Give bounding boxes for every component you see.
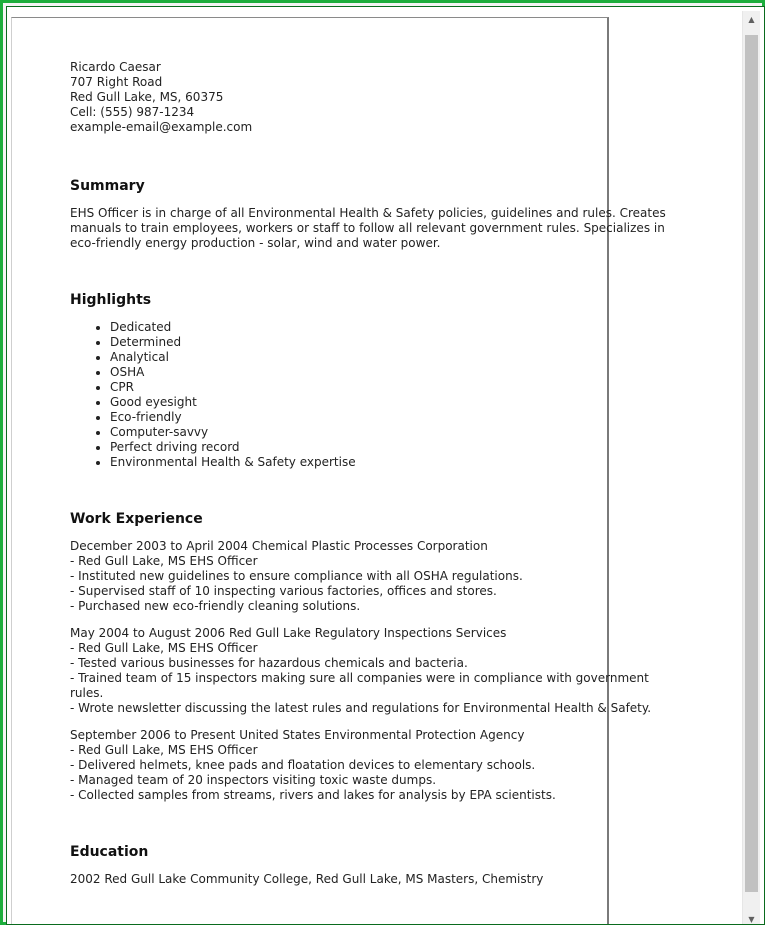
highlight-item: • Computer-savvy bbox=[110, 425, 610, 440]
job-entry bbox=[70, 539, 610, 614]
highlight-item: • Determined bbox=[110, 335, 610, 350]
contact-city: Red Gull Lake, MS, 60375 bbox=[70, 90, 224, 104]
job-entry bbox=[70, 626, 652, 716]
highlight-item: • Dedicated bbox=[110, 320, 610, 335]
summary-text bbox=[70, 206, 666, 251]
job-line: September 2006 to Present United States Environmental Protection Agency bbox=[70, 728, 525, 742]
highlight-item: • CPR bbox=[110, 380, 610, 395]
highlights-list bbox=[70, 320, 610, 470]
education-section bbox=[70, 843, 610, 887]
vertical-scrollbar[interactable] bbox=[742, 11, 760, 925]
scroll-down-arrow-icon[interactable]: ▼ bbox=[748, 915, 755, 924]
work-experience-heading: Work Experience bbox=[70, 511, 203, 527]
education-heading: Education bbox=[70, 844, 149, 860]
resume-content bbox=[70, 60, 666, 887]
job-line: - Red Gull Lake, MS EHS Officer bbox=[70, 554, 258, 568]
resume-page bbox=[11, 17, 666, 925]
highlight-item: • Perfect driving record bbox=[110, 440, 610, 455]
job-entry bbox=[70, 728, 610, 803]
job-line: rules. bbox=[70, 686, 104, 700]
job-line: December 2003 to April 2004 Chemical Plastic Processes Corporation bbox=[70, 539, 488, 553]
highlight-item: • Analytical bbox=[110, 350, 610, 365]
job-line: - Instituted new guidelines to ensure compliance with all OSHA regulations. bbox=[70, 569, 523, 583]
highlight-item: • OSHA bbox=[110, 365, 610, 380]
job-line: May 2004 to August 2006 Red Gull Lake Regulatory Inspections Services bbox=[70, 626, 507, 640]
scrollbar-thumb[interactable] bbox=[745, 35, 758, 892]
highlight-item: • Good eyesight bbox=[110, 395, 610, 410]
scroll-up-arrow-icon[interactable]: ▲ bbox=[748, 15, 755, 24]
job-line: - Red Gull Lake, MS EHS Officer bbox=[70, 743, 258, 757]
job-line: - Supervised staff of 10 inspecting various factories, offices and stores. bbox=[70, 584, 497, 598]
job-line: - Wrote newsletter discussing the latest rules and regulations for Environmental Health & Safety. bbox=[70, 701, 652, 715]
job-line: - Delivered helmets, knee pads and floatation devices to elementary schools. bbox=[70, 758, 536, 772]
summary-line: EHS Officer is in charge of all Environmental Health & Safety policies, guidelines and rules. Creates bbox=[70, 206, 666, 220]
job-line: - Tested various businesses for hazardous chemicals and bacteria. bbox=[70, 656, 468, 670]
job-line: - Trained team of 15 inspectors making sure all companies were in compliance with government bbox=[70, 671, 649, 685]
job-line: - Collected samples from streams, rivers and lakes for analysis by EPA scientists. bbox=[70, 788, 556, 802]
job-line: - Red Gull Lake, MS EHS Officer bbox=[70, 641, 258, 655]
work-experience-section bbox=[70, 510, 652, 803]
summary-line: eco-friendly energy production - solar, wind and water power. bbox=[70, 236, 441, 250]
highlights-heading: Highlights bbox=[70, 292, 152, 308]
job-line: - Purchased new eco-friendly cleaning solutions. bbox=[70, 599, 361, 613]
highlight-item: • Environmental Health & Safety expertise bbox=[110, 455, 610, 470]
contact-block bbox=[70, 60, 610, 135]
viewer-window bbox=[6, 6, 765, 925]
education-text: 2002 Red Gull Lake Community College, Red Gull Lake, MS Masters, Chemistry bbox=[70, 872, 544, 886]
contact-email: example-email@example.com bbox=[70, 120, 253, 134]
summary-line: manuals to train employees, workers or staff to follow all relevant government rules. Specializes in bbox=[70, 221, 665, 235]
highlights-section bbox=[70, 291, 610, 470]
highlight-item: • Eco-friendly bbox=[110, 410, 610, 425]
contact-cell: Cell: (555) 987-1234 bbox=[70, 105, 195, 119]
job-line: - Managed team of 20 inspectors visiting toxic waste dumps. bbox=[70, 773, 437, 787]
summary-heading: Summary bbox=[70, 178, 145, 194]
summary-section bbox=[70, 177, 666, 251]
contact-name: Ricardo Caesar bbox=[70, 60, 161, 74]
contact-address: 707 Right Road bbox=[70, 75, 163, 89]
